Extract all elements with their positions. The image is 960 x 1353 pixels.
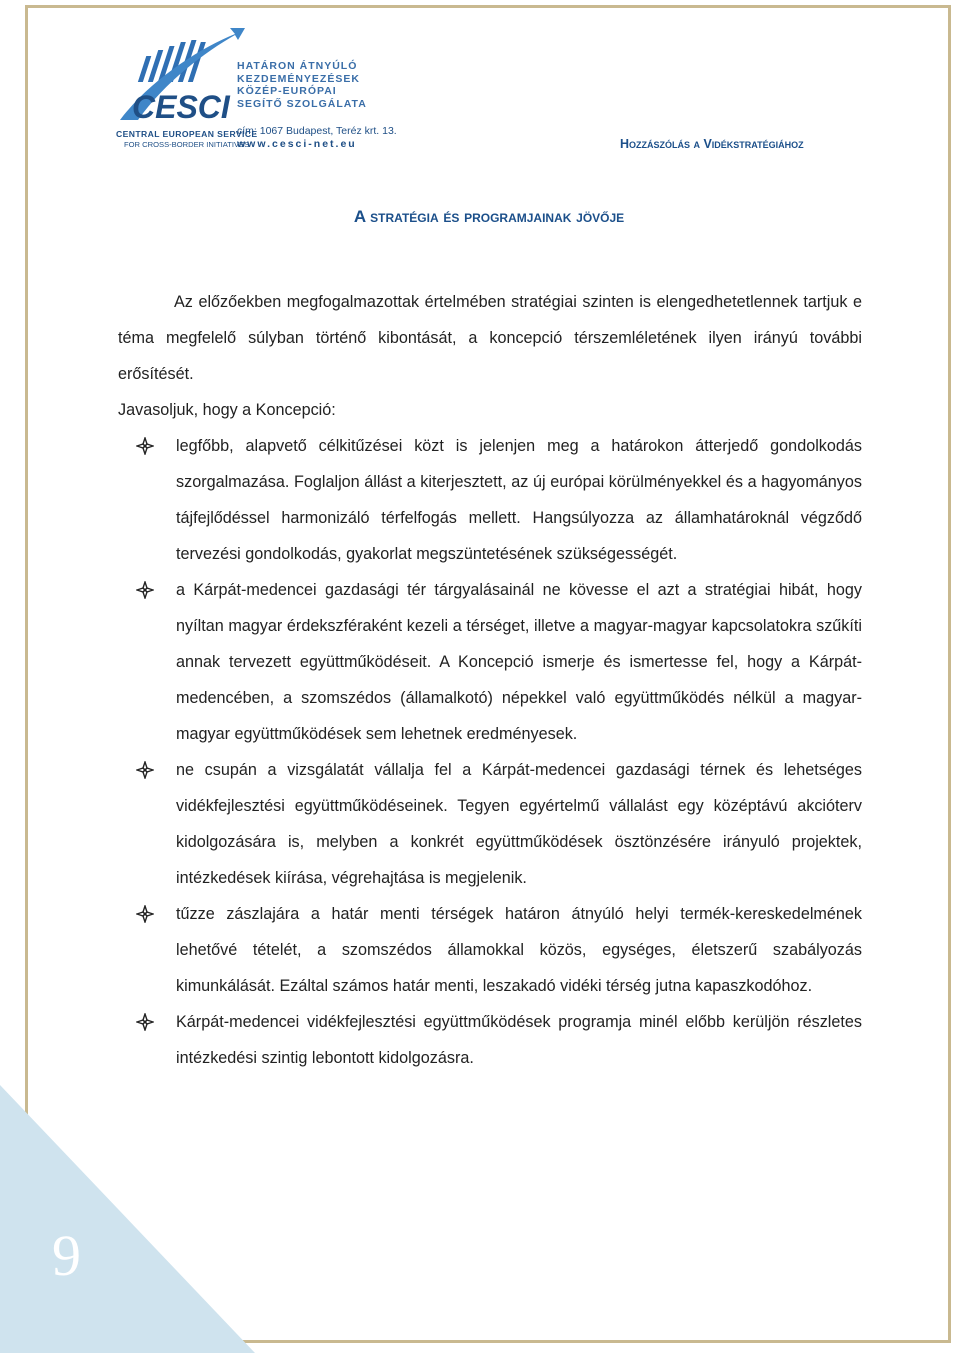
list-item-text: ne csupán a vizsgálatát vállalja fel a Kárpát-medencei gazdasági térnek és lehetséges vidékfejlesztési együttműködéseinek. Tegyen egyértelmű vállalást egy középtávú akcióterv kidolgozására is, melyben a konkrét együttműködések ösztönzésére irányuló projektek, intézkedések kiírása, végrehajtása is megjelenik. xyxy=(176,761,862,887)
list-item xyxy=(118,1004,862,1076)
website-text: www.cesci-net.eu xyxy=(237,138,357,150)
logo-tagline-line: HATÁRON ÁTNYÚLÓ xyxy=(237,60,358,72)
diamond-bullet-icon xyxy=(136,581,154,599)
logo-tagline-line: KEZDEMÉNYEZÉSEK xyxy=(237,72,360,85)
document-title: A stratégia és programjainak jövője xyxy=(353,207,625,226)
header-section-title: Hozzászólás a Vidékstratégiához xyxy=(620,137,804,151)
page-number: 9 xyxy=(52,1223,81,1288)
bullet-list xyxy=(118,428,862,1076)
list-item-text: a Kárpát-medencei gazdasági tér tárgyalásainál ne kövesse el azt a stratégiai hibát, hogy nyíltan magyar érdekszféraként kezeli a térséget, illetve a magyar-magyar kapcsolatokra szűkíti annak tervezett együttműködéseit. A Koncepció ismerje és ismertesse fel, hogy a Kárpát-medencében, a szomszédos (államalkotó) népekkel való együttműködés nélkül a magyar-magyar együttműködések sem lehetnek eredményesek. xyxy=(176,581,862,743)
list-item-text: tűzze zászlajára a határ menti térségek határon átnyúló helyi termék-kereskedelmének lehetővé tételét, a szomszédos államokkal közös, egységes, életszerű szabályozás kimunkálását. Ezáltal számos határ menti, leszakadó vidéki térség jutna kapaszkodóhoz. xyxy=(176,905,862,995)
intro-paragraph: Javasoljuk, hogy a Koncepció: xyxy=(118,401,336,419)
logo-tagline xyxy=(237,60,367,110)
address-text: cím: 1067 Budapest, Teréz krt. 13. xyxy=(237,125,397,137)
svg-text:CESCI: CESCI xyxy=(132,89,230,125)
list-item xyxy=(118,428,862,572)
logo-subtitle-1: CENTRAL EUROPEAN SERVICE xyxy=(116,129,258,139)
diamond-bullet-icon xyxy=(136,905,154,923)
list-item xyxy=(118,752,862,896)
diamond-bullet-icon xyxy=(136,1013,154,1031)
diamond-bullet-icon xyxy=(136,761,154,779)
intro-paragraph: Az előzőekben megfogalmazottak értelmében stratégiai szinten is elengedhetetlennek tartjuk e téma megfelelő súlyban történő kibontását, a koncepció térszemléletének ilyen irányú további erősítését. xyxy=(118,293,862,383)
logo-tagline-line: SEGÍTŐ SZOLGÁLATA xyxy=(237,97,367,110)
logo-address xyxy=(237,125,397,151)
diamond-bullet-icon xyxy=(136,437,154,455)
list-item-text: Kárpát-medencei vidékfejlesztési együttműködések programja minél előbb kerüljön részletes intézkedési szintig lebontott kidolgozásra. xyxy=(176,1013,862,1067)
logo-tagline-line: KÖZÉP-EURÓPAI xyxy=(237,85,337,97)
logo-subtitle-2: FOR CROSS-BORDER INITIATIVES xyxy=(124,140,250,149)
list-item xyxy=(118,896,862,1004)
list-item-text: legfőbb, alapvető célkitűzései közt is jelenjen meg a határokon átterjedő gondolkodás szorgalmazása. Foglaljon állást a kiterjesztett, az új európai körülményekkel és a hagyományos tájfejlődéssel harmonizáló térfelfogás mellett. Hangsúlyozza az államhatároknál végződő tervezési gondolkodás, gyakorlat megszüntetésének szükségességét. xyxy=(176,437,862,563)
document-body xyxy=(118,284,862,1076)
list-item xyxy=(118,572,862,752)
